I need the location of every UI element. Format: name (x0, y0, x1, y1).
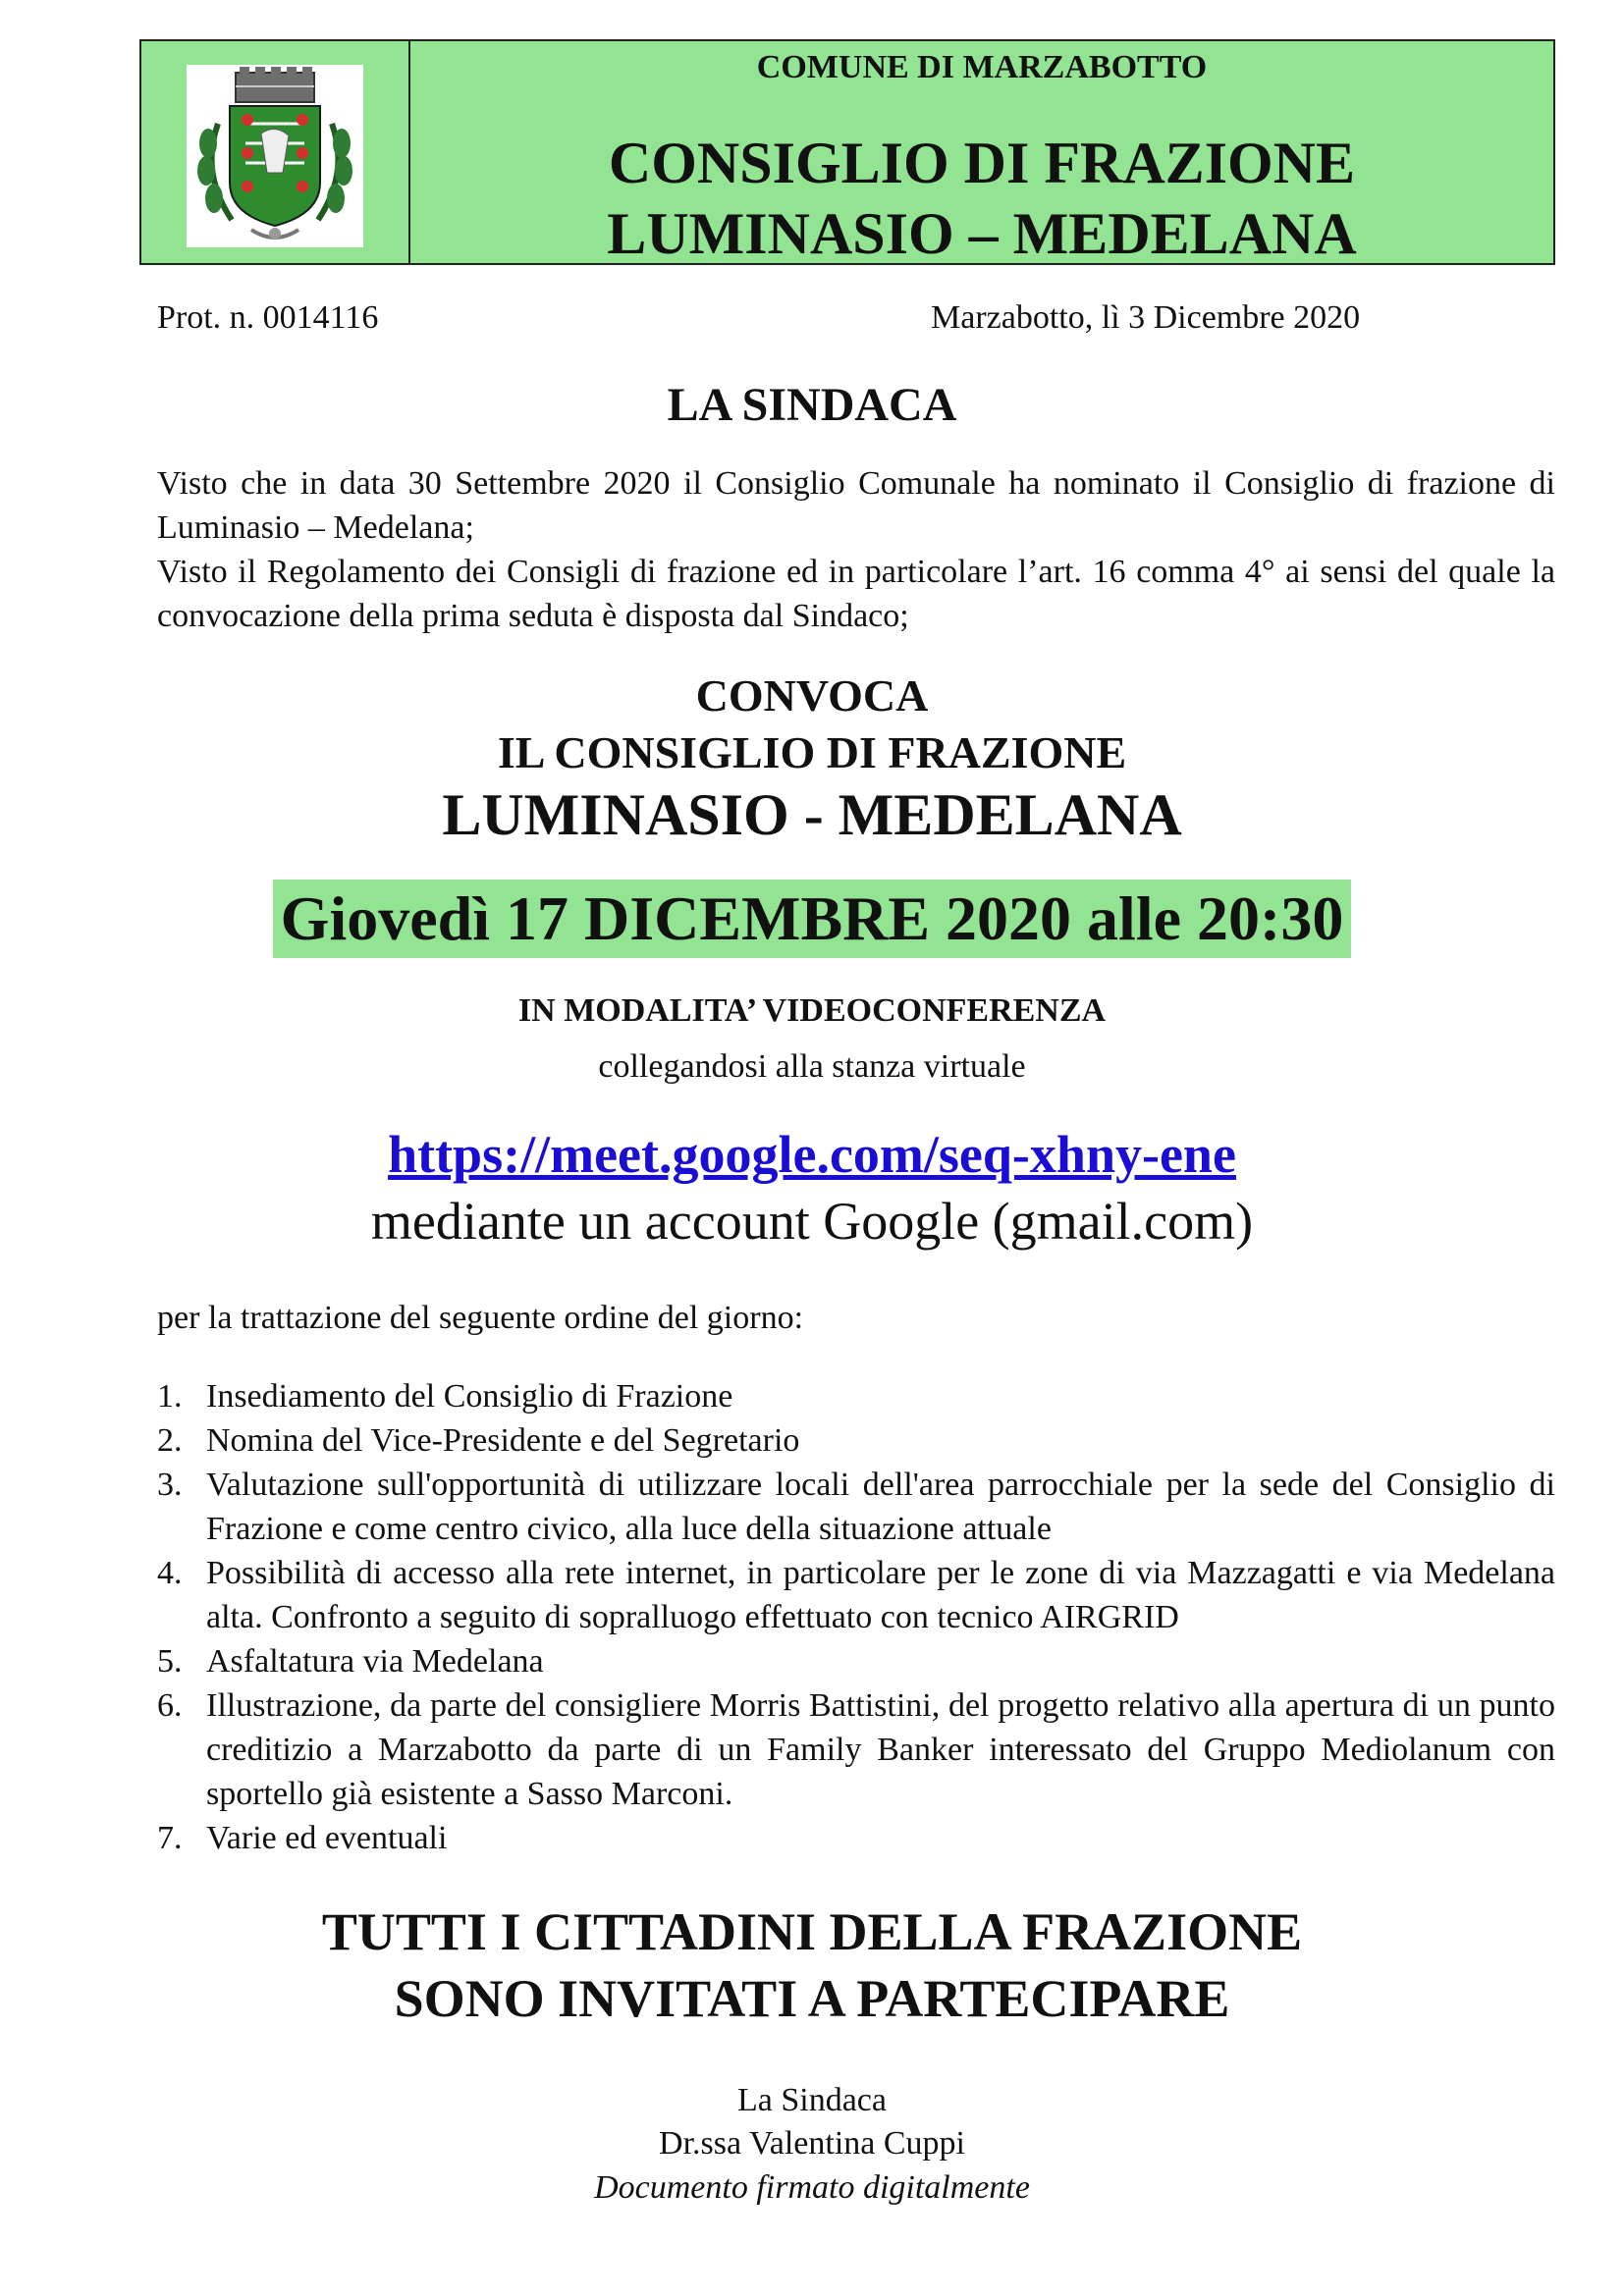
agenda-item (157, 1639, 1555, 1683)
council-heading: IL CONSIGLIO DI FRAZIONE (497, 727, 1127, 777)
place-date: Marzabotto, lì 3 Dicembre 2020 (931, 299, 1361, 336)
signature-role: La Sindaca (737, 2082, 887, 2118)
agenda-item-text: Nomina del Vice-Presidente e del Segretario (206, 1422, 800, 1459)
frazione-name: LUMINASIO - MEDELANA (442, 782, 1182, 847)
meeting-datetime: Giovedì 17 DICEMBRE 2020 alle 20:30 (273, 880, 1352, 958)
council-title-line2: LUMINASIO – MEDELANA (607, 201, 1357, 266)
coat-of-arms-icon (187, 65, 363, 247)
agenda-item-text: Valutazione sull'opportunità di utilizzare locali dell'area parrocchiale per la sede del Consiglio di Frazione e come centro civico, alla luce della situazione attuale (206, 1467, 1555, 1547)
invitation-line2: SONO INVITATI A PARTECIPARE (394, 1969, 1230, 2028)
agenda-item-number: 7. (157, 1820, 183, 1856)
account-note: mediante un account Google (gmail.com) (370, 1192, 1254, 1251)
signature-name: Dr.ssa Valentina Cuppi (659, 2125, 965, 2162)
agenda-item-number: 1. (157, 1378, 183, 1415)
agenda-item-text: Illustrazione, da parte del consigliere Morris Battistini, del progetto relativo alla apertura di un punto creditizio a Marzabotto da parte di un Family Banker interessato del Gruppo Mediolanum con sportello già esistente a Sasso Marconi. (206, 1687, 1555, 1812)
logo-cell (141, 41, 410, 263)
council-title-line1: CONSIGLIO DI FRAZIONE (608, 131, 1356, 195)
mayor-heading: LA SINDACA (667, 379, 957, 431)
connect-instructions: collegandosi alla stanza virtuale (598, 1048, 1026, 1085)
agenda-item-text: Possibilità di accesso alla rete internet, in particolare per le zone di via Mazzagatti e via Medelana alta. Confronto a seguito di sopralluogo effettuato con tecnico AIRGRID (206, 1555, 1555, 1635)
agenda-item (157, 1683, 1555, 1816)
preamble-paragraph-2: Visto il Regolamento dei Consigli di frazione ed in particolare l’art. 16 comma 4° ai sensi del quale la convocazione della prima seduta è disposta dal Sindaco; (157, 554, 1555, 634)
agenda-item (157, 1418, 1555, 1463)
invitation-line1: TUTTI I CITTADINI DELLA FRAZIONE (321, 1902, 1303, 1961)
agenda-list (157, 1374, 1555, 1860)
agenda-item-text: Varie ed eventuali (206, 1820, 448, 1856)
agenda-item-number: 6. (157, 1687, 183, 1724)
agenda-item-text: Insediamento del Consiglio di Frazione (206, 1378, 733, 1415)
agenda-item-text: Asfaltatura via Medelana (206, 1643, 544, 1680)
comune-name: COMUNE DI MARZABOTTO (756, 49, 1208, 85)
meet-link[interactable]: https://meet.google.com/seq-xhny-ene (388, 1125, 1236, 1184)
agenda-item-number: 4. (157, 1555, 183, 1591)
videoconference-mode: IN MODALITA’ VIDEOCONFERENZA (517, 992, 1107, 1029)
agenda-item-number: 5. (157, 1643, 183, 1680)
convoca-heading: CONVOCA (695, 670, 929, 721)
header-box (139, 39, 1555, 265)
digital-signature-note: Documento firmato digitalmente (594, 2169, 1030, 2206)
protocol-number: Prot. n. 0014116 (157, 299, 379, 336)
agenda-item (157, 1551, 1555, 1639)
agenda-item (157, 1816, 1555, 1860)
agenda-item (157, 1374, 1555, 1418)
agenda-item-number: 2. (157, 1422, 183, 1459)
meeting-datetime-wrap (0, 880, 1624, 958)
agenda-item (157, 1463, 1555, 1551)
agenda-item-number: 3. (157, 1467, 183, 1503)
preamble-paragraph-1: Visto che in data 30 Settembre 2020 il Consiglio Comunale ha nominato il Consiglio di frazione di Luminasio – Medelana; (157, 465, 1555, 546)
agenda-intro: per la trattazione del seguente ordine del giorno: (157, 1300, 804, 1336)
